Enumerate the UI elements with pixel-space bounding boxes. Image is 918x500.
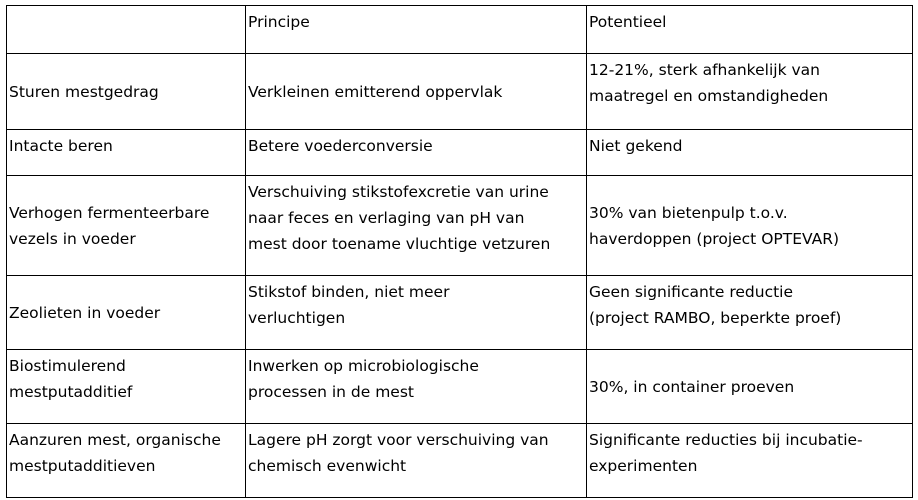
cell-text: mestputadditief bbox=[9, 383, 133, 401]
cell-text: 30% van bietenpulp t.o.v. bbox=[589, 203, 788, 222]
cell-text: Biostimulerend bbox=[9, 357, 126, 375]
cell-measure bbox=[7, 276, 246, 350]
cell-principle bbox=[246, 54, 587, 130]
cell-principle bbox=[246, 176, 587, 276]
cell-text: Betere voederconversie bbox=[248, 137, 433, 155]
cell-text: Verhogen fermenteerbare bbox=[9, 203, 210, 222]
cell-measure bbox=[7, 130, 246, 176]
cell-text: Significante reducties bij incubatie- bbox=[589, 431, 863, 449]
cell-measure bbox=[7, 424, 246, 498]
cell-text: verluchtigen bbox=[248, 309, 346, 327]
cell-text: mestputadditieven bbox=[9, 457, 156, 475]
cell-text: Aanzuren mest, organische bbox=[9, 431, 221, 449]
cell-principle bbox=[246, 276, 587, 350]
cell-text: Stikstof binden, niet meer bbox=[248, 283, 450, 301]
header-cell-principle: Principe bbox=[246, 6, 587, 54]
table-row bbox=[7, 276, 913, 350]
cell-text: Verschuiving stikstofexcretie van urine bbox=[248, 183, 549, 201]
cell-principle bbox=[246, 350, 587, 424]
cell-text: experimenten bbox=[589, 457, 698, 475]
measures-table bbox=[6, 5, 913, 498]
cell-text: Inwerken op microbiologische bbox=[248, 357, 479, 375]
table-row bbox=[7, 54, 913, 130]
cell-text: Intacte beren bbox=[9, 137, 113, 155]
cell-text: (project RAMBO, beperkte proef) bbox=[589, 309, 842, 327]
cell-text: maatregel en omstandigheden bbox=[589, 87, 829, 105]
table-row bbox=[7, 176, 913, 276]
cell-text: Verkleinen emitterend oppervlak bbox=[248, 82, 503, 101]
cell-potential bbox=[587, 176, 913, 276]
cell-text: 12-21%, sterk afhankelijk van bbox=[589, 61, 820, 79]
cell-text: chemisch evenwicht bbox=[248, 457, 407, 475]
cell-text: naar feces en verlaging van pH van bbox=[248, 209, 525, 227]
cell-principle bbox=[246, 130, 587, 176]
cell-measure bbox=[7, 176, 246, 276]
cell-text: Niet gekend bbox=[589, 137, 683, 155]
cell-text: vezels in voeder bbox=[9, 229, 136, 248]
cell-text: Sturen mestgedrag bbox=[9, 82, 159, 101]
table-row bbox=[7, 350, 913, 424]
cell-text: Geen significante reductie bbox=[589, 283, 794, 301]
cell-measure bbox=[7, 54, 246, 130]
cell-text: Zeolieten in voeder bbox=[9, 303, 161, 322]
cell-potential bbox=[587, 54, 913, 130]
cell-principle bbox=[246, 424, 587, 498]
cell-potential bbox=[587, 130, 913, 176]
header-cell-potential: Potentieel bbox=[587, 6, 913, 54]
cell-potential bbox=[587, 276, 913, 350]
cell-potential bbox=[587, 424, 913, 498]
header-cell-measure bbox=[7, 6, 246, 54]
cell-text: haverdoppen (project OPTEVAR) bbox=[589, 229, 840, 248]
cell-measure bbox=[7, 350, 246, 424]
cell-potential bbox=[587, 350, 913, 424]
cell-text: 30%, in container proeven bbox=[589, 377, 795, 396]
cell-text: Lagere pH zorgt voor verschuiving van bbox=[248, 431, 549, 449]
table-row bbox=[7, 130, 913, 176]
header-row bbox=[7, 6, 913, 54]
table-row bbox=[7, 424, 913, 498]
cell-text: processen in de mest bbox=[248, 383, 414, 401]
cell-text: mest door toename vluchtige vetzuren bbox=[248, 235, 551, 253]
